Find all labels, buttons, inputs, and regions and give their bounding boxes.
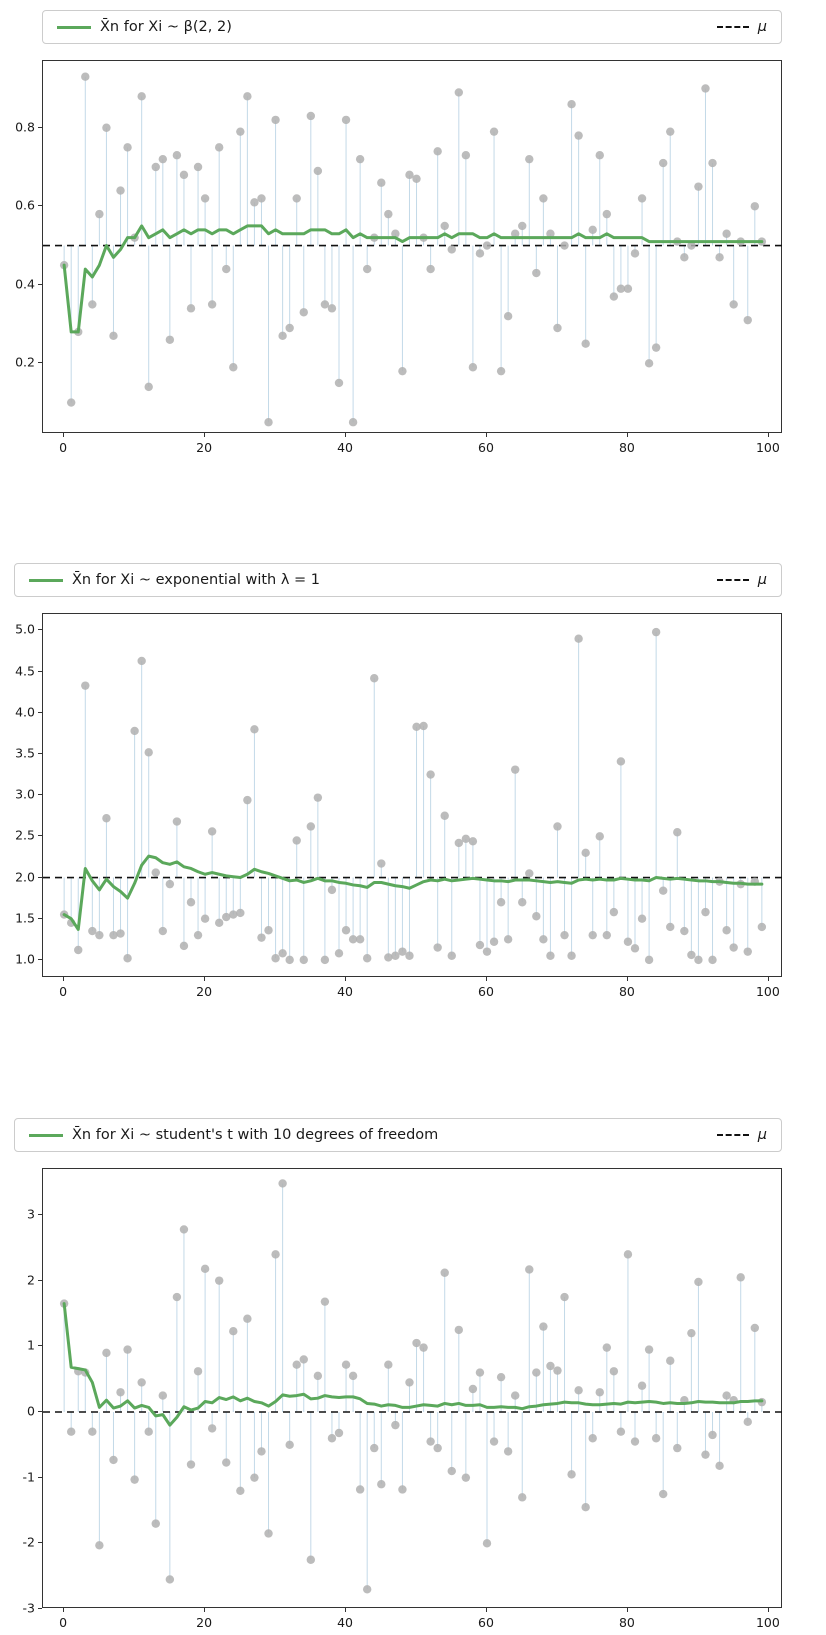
- legend-label-mean: X̄n for Xi ~ β(2, 2): [100, 19, 232, 35]
- legend-beta: [42, 10, 782, 44]
- y-tick-mark: [38, 877, 42, 878]
- y-tick-mark: [38, 1345, 42, 1346]
- series-canvas-beta: [43, 61, 783, 434]
- x-tick-label: 0: [59, 1615, 68, 1630]
- x-tick-mark: [345, 433, 346, 437]
- x-tick-label: 60: [478, 440, 494, 455]
- y-tick-mark: [38, 835, 42, 836]
- y-tick-label: 0.6: [15, 197, 35, 213]
- x-tick-label: 40: [337, 1615, 353, 1630]
- x-tick-label: 20: [196, 440, 213, 455]
- x-tick-mark: [345, 977, 346, 981]
- x-tick-label: 80: [618, 1615, 635, 1630]
- x-tick-label: 100: [755, 984, 780, 999]
- x-tick-mark: [204, 1608, 205, 1612]
- legend-line-mu-icon: [717, 26, 749, 28]
- y-tick-label: 3.0: [15, 786, 35, 802]
- legend-students-t: [14, 1118, 782, 1152]
- y-tick-mark: [38, 712, 42, 713]
- x-tick-mark: [768, 433, 769, 437]
- y-tick-mark: [38, 1542, 42, 1543]
- legend-entry-mu: [717, 1127, 767, 1143]
- y-tick-mark: [38, 1280, 42, 1281]
- x-tick-mark: [768, 1608, 769, 1612]
- y-tick-label: 2.0: [15, 869, 35, 885]
- y-tick-label: 1.5: [15, 910, 35, 926]
- y-tick-mark: [38, 1608, 42, 1609]
- y-tick-label: 4.5: [15, 663, 35, 679]
- legend-entry-mean: [29, 1127, 438, 1143]
- y-tick-label: 3: [27, 1206, 35, 1222]
- x-tick-mark: [204, 977, 205, 981]
- legend-label-mu: μ: [757, 572, 767, 588]
- y-tick-mark: [38, 959, 42, 960]
- x-tick-label: 60: [478, 1615, 494, 1630]
- panel-exponential: [0, 553, 826, 1023]
- series-canvas-exponential: [43, 614, 783, 978]
- x-tick-label: 80: [618, 984, 635, 999]
- legend-line-mu-icon: [717, 1134, 749, 1136]
- legend-entry-mean: [57, 19, 232, 35]
- legend-entry-mu: [717, 19, 767, 35]
- y-tick-mark: [38, 1477, 42, 1478]
- y-tick-mark: [38, 1411, 42, 1412]
- x-tick-label: 20: [196, 984, 213, 999]
- x-tick-mark: [486, 977, 487, 981]
- y-tick-label: -2: [22, 1534, 35, 1550]
- y-tick-label: 0.4: [15, 276, 35, 292]
- x-tick-mark: [204, 433, 205, 437]
- x-tick-label: 40: [337, 984, 353, 999]
- y-tick-mark: [38, 1214, 42, 1215]
- y-tick-label: -1: [22, 1469, 35, 1485]
- y-tick-label: 5.0: [15, 621, 35, 637]
- y-tick-label: 0.8: [15, 119, 35, 135]
- y-tick-label: 1: [27, 1337, 35, 1353]
- x-tick-label: 0: [59, 440, 68, 455]
- x-tick-mark: [627, 1608, 628, 1612]
- y-tick-mark: [38, 284, 42, 285]
- x-tick-mark: [768, 977, 769, 981]
- y-tick-label: 3.5: [15, 745, 35, 761]
- legend-entry-mean: [29, 572, 320, 588]
- y-tick-mark: [38, 362, 42, 363]
- legend-label-mean: X̄n for Xi ~ exponential with λ = 1: [72, 572, 321, 588]
- x-tick-label: 100: [755, 1615, 780, 1630]
- x-tick-mark: [627, 977, 628, 981]
- legend-exponential: [14, 563, 782, 597]
- x-tick-label: 60: [478, 984, 494, 999]
- x-tick-mark: [627, 433, 628, 437]
- plot-area-students-t: [22, 1168, 782, 1630]
- legend-line-mean-icon: [57, 26, 91, 29]
- legend-label-mu: μ: [757, 1127, 767, 1143]
- x-tick-mark: [486, 1608, 487, 1612]
- y-tick-label: 2.5: [15, 827, 35, 843]
- x-tick-label: 0: [59, 984, 68, 999]
- y-tick-label: 0: [27, 1403, 35, 1419]
- x-tick-label: 20: [196, 1615, 213, 1630]
- panel-beta: [0, 0, 826, 470]
- y-tick-mark: [38, 127, 42, 128]
- y-tick-mark: [38, 918, 42, 919]
- plot-area-exponential: [15, 613, 782, 999]
- axes-students-t: [42, 1168, 782, 1608]
- y-tick-mark: [38, 205, 42, 206]
- x-tick-mark: [63, 1608, 64, 1612]
- x-tick-label: 100: [755, 440, 780, 455]
- x-tick-mark: [63, 433, 64, 437]
- legend-line-mean-icon: [29, 579, 63, 582]
- axes-exponential: [42, 613, 782, 977]
- y-tick-mark: [38, 753, 42, 754]
- y-tick-label: 2: [27, 1272, 35, 1288]
- y-tick-mark: [38, 794, 42, 795]
- legend-label-mean: X̄n for Xi ~ student's t with 10 degrees of freedom: [72, 1127, 439, 1143]
- axes-beta: [42, 60, 782, 433]
- y-tick-label: -3: [22, 1600, 35, 1616]
- y-tick-mark: [38, 629, 42, 630]
- y-tick-label: 4.0: [15, 704, 35, 720]
- legend-entry-mu: [717, 572, 767, 588]
- x-tick-label: 40: [337, 440, 353, 455]
- series-canvas-students-t: [43, 1169, 783, 1609]
- legend-label-mu: μ: [757, 19, 767, 35]
- y-tick-mark: [38, 671, 42, 672]
- x-tick-mark: [63, 977, 64, 981]
- x-tick-mark: [486, 433, 487, 437]
- x-tick-label: 80: [618, 440, 635, 455]
- plot-area-beta: [15, 60, 782, 455]
- y-tick-label: 0.2: [15, 354, 35, 370]
- legend-line-mean-icon: [29, 1134, 63, 1137]
- legend-line-mu-icon: [717, 579, 749, 581]
- y-tick-label: 1.0: [15, 951, 35, 967]
- panel-students-t: [0, 1108, 826, 1630]
- x-tick-mark: [345, 1608, 346, 1612]
